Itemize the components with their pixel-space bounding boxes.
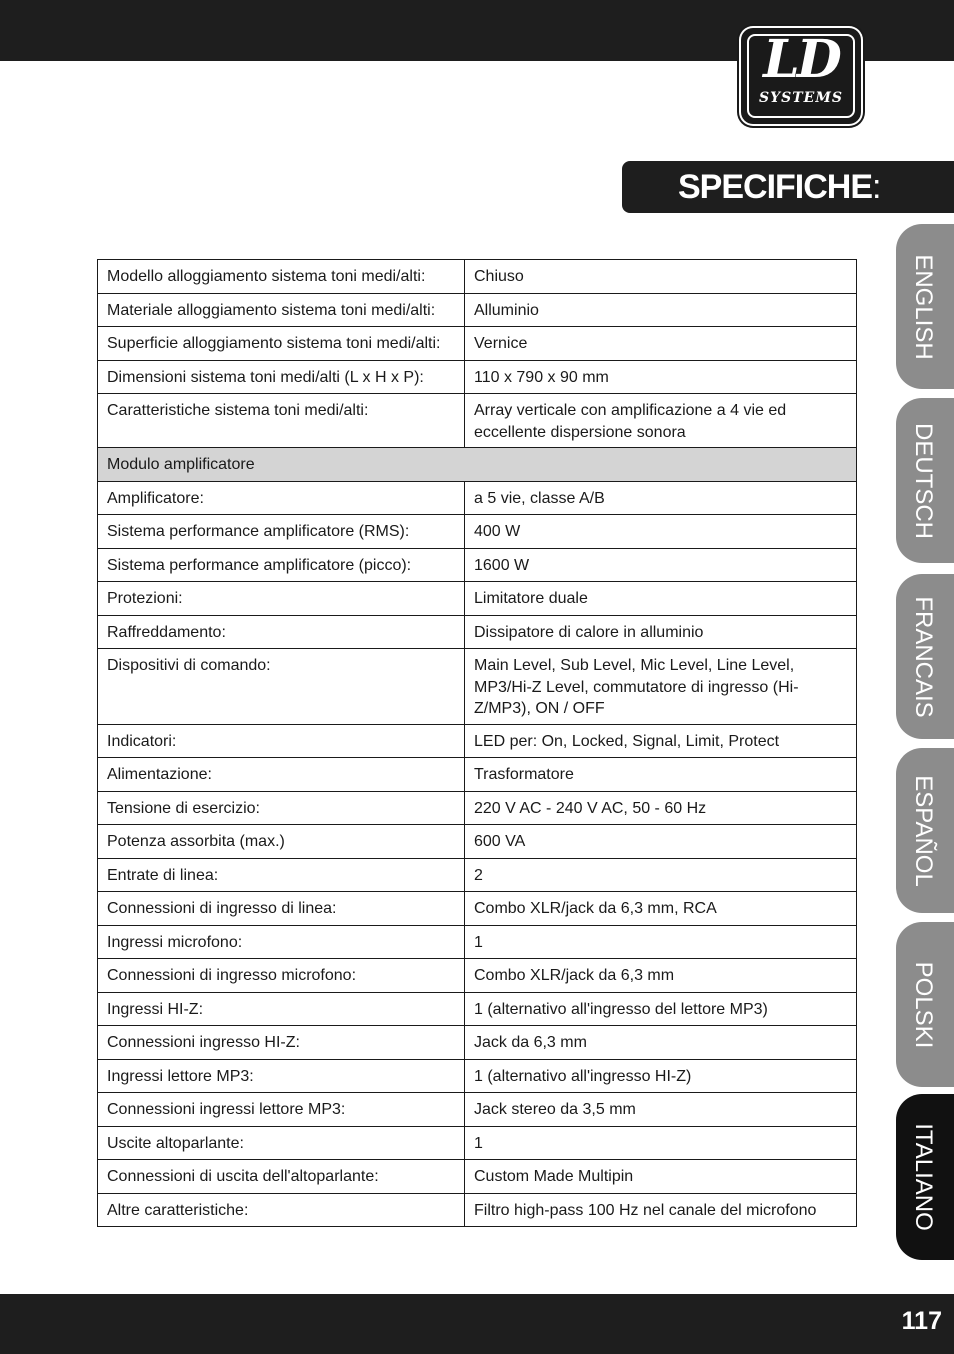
spec-label: Potenza assorbita (max.) [98,825,465,859]
table-row [98,481,857,515]
table-row [98,260,857,294]
table-row [98,394,857,448]
spec-value: Limitatore duale [465,582,857,616]
spec-label: Sistema performance amplificatore (RMS): [98,515,465,549]
spec-label: Raffreddamento: [98,615,465,649]
section-title [678,168,881,207]
table-section-row [98,448,857,482]
table-row [98,327,857,361]
tab-polski-label: POLSKI [910,961,937,1048]
spec-value: Trasformatore [465,758,857,792]
spec-value: Filtro high-pass 100 Hz nel canale del microfono [465,1193,857,1227]
section-label: Modulo amplificatore [98,448,857,482]
spec-value: 2 [465,858,857,892]
spec-label: Amplificatore: [98,481,465,515]
tab-italiano-label: ITALIANO [910,1123,937,1231]
bottom-bar [0,1294,954,1354]
tab-espanol[interactable] [896,748,954,913]
section-header [622,161,954,213]
section-title-text: SPECIFICHE [678,168,873,206]
spec-value: Main Level, Sub Level, Mic Level, Line Level, MP3/Hi-Z Level, commutatore di ingresso (Hi-Z/MP3), ON / OFF [465,649,857,725]
table-row [98,925,857,959]
table-row [98,1059,857,1093]
table-row [98,791,857,825]
spec-label: Entrate di linea: [98,858,465,892]
spec-label: Connessioni di ingresso microfono: [98,959,465,993]
table-row [98,1193,857,1227]
table-row [98,959,857,993]
spec-value: 1 [465,925,857,959]
tab-polski[interactable] [896,922,954,1087]
table-row [98,992,857,1026]
spec-label: Indicatori: [98,724,465,758]
spec-value: Jack da 6,3 mm [465,1026,857,1060]
spec-value: Array verticale con amplificazione a 4 vie ed eccellente dispersione sonora [465,394,857,448]
spec-value: Combo XLR/jack da 6,3 mm, RCA [465,892,857,926]
table-row [98,1093,857,1127]
spec-label: Ingressi microfono: [98,925,465,959]
logo-main-text: LD [763,29,839,90]
spec-label: Alimentazione: [98,758,465,792]
spec-table [97,259,857,1227]
tab-english[interactable] [896,224,954,389]
spec-label: Sistema performance amplificatore (picco): [98,548,465,582]
tab-deutsch[interactable] [896,398,954,563]
spec-label: Ingressi lettore MP3: [98,1059,465,1093]
tab-francais[interactable] [896,574,954,739]
table-row [98,1026,857,1060]
table-row [98,360,857,394]
spec-value: Custom Made Multipin [465,1160,857,1194]
table-row [98,825,857,859]
spec-label: Uscite altoparlante: [98,1126,465,1160]
spec-value: a 5 vie, classe A/B [465,481,857,515]
spec-value: 400 W [465,515,857,549]
table-row [98,892,857,926]
spec-label: Caratteristiche sistema toni medi/alti: [98,394,465,448]
spec-value: 220 V AC - 240 V AC, 50 - 60 Hz [465,791,857,825]
table-row [98,582,857,616]
page-number: 117 [901,1307,942,1335]
spec-label: Superficie alloggiamento sistema toni medi/alti: [98,327,465,361]
table-row [98,758,857,792]
spec-label: Dimensioni sistema toni medi/alti (L x H x P): [98,360,465,394]
spec-label: Tensione di esercizio: [98,791,465,825]
table-row [98,649,857,725]
table-row [98,1160,857,1194]
table-row [98,548,857,582]
spec-value: Chiuso [465,260,857,294]
table-row [98,858,857,892]
spec-label: Materiale alloggiamento sistema toni medi/alti: [98,293,465,327]
spec-label: Altre caratteristiche: [98,1193,465,1227]
table-row [98,293,857,327]
ld-systems-logo [741,28,861,124]
table-row [98,615,857,649]
spec-label: Modello alloggiamento sistema toni medi/alti: [98,260,465,294]
spec-value: 1 [465,1126,857,1160]
tab-deutsch-label: DEUTSCH [910,422,937,539]
spec-value: Combo XLR/jack da 6,3 mm [465,959,857,993]
tab-italiano[interactable] [896,1094,954,1260]
spec-label: Ingressi HI-Z: [98,992,465,1026]
logo-sub-text: SYSTEMS [759,90,843,106]
tab-espanol-label: ESPAÑOL [910,774,937,887]
spec-value: LED per: On, Locked, Signal, Limit, Protect [465,724,857,758]
table-row [98,1126,857,1160]
section-title-colon: : [872,168,881,206]
spec-value: Jack stereo da 3,5 mm [465,1093,857,1127]
spec-value: 1 (alternativo all'ingresso HI-Z) [465,1059,857,1093]
tab-francais-label: FRANCAIS [910,595,937,718]
spec-value: 1 (alternativo all'ingresso del lettore MP3) [465,992,857,1026]
spec-label: Connessioni di uscita dell'altoparlante: [98,1160,465,1194]
spec-value: Dissipatore di calore in alluminio [465,615,857,649]
table-row [98,515,857,549]
table-row [98,724,857,758]
spec-value: 110 x 790 x 90 mm [465,360,857,394]
spec-value: Vernice [465,327,857,361]
spec-label: Protezioni: [98,582,465,616]
spec-value: Alluminio [465,293,857,327]
spec-label: Dispositivi di comando: [98,649,465,725]
spec-value: 600 VA [465,825,857,859]
spec-label: Connessioni ingresso HI-Z: [98,1026,465,1060]
spec-label: Connessioni ingressi lettore MP3: [98,1093,465,1127]
spec-value: 1600 W [465,548,857,582]
tab-english-label: ENGLISH [910,253,937,360]
spec-label: Connessioni di ingresso di linea: [98,892,465,926]
